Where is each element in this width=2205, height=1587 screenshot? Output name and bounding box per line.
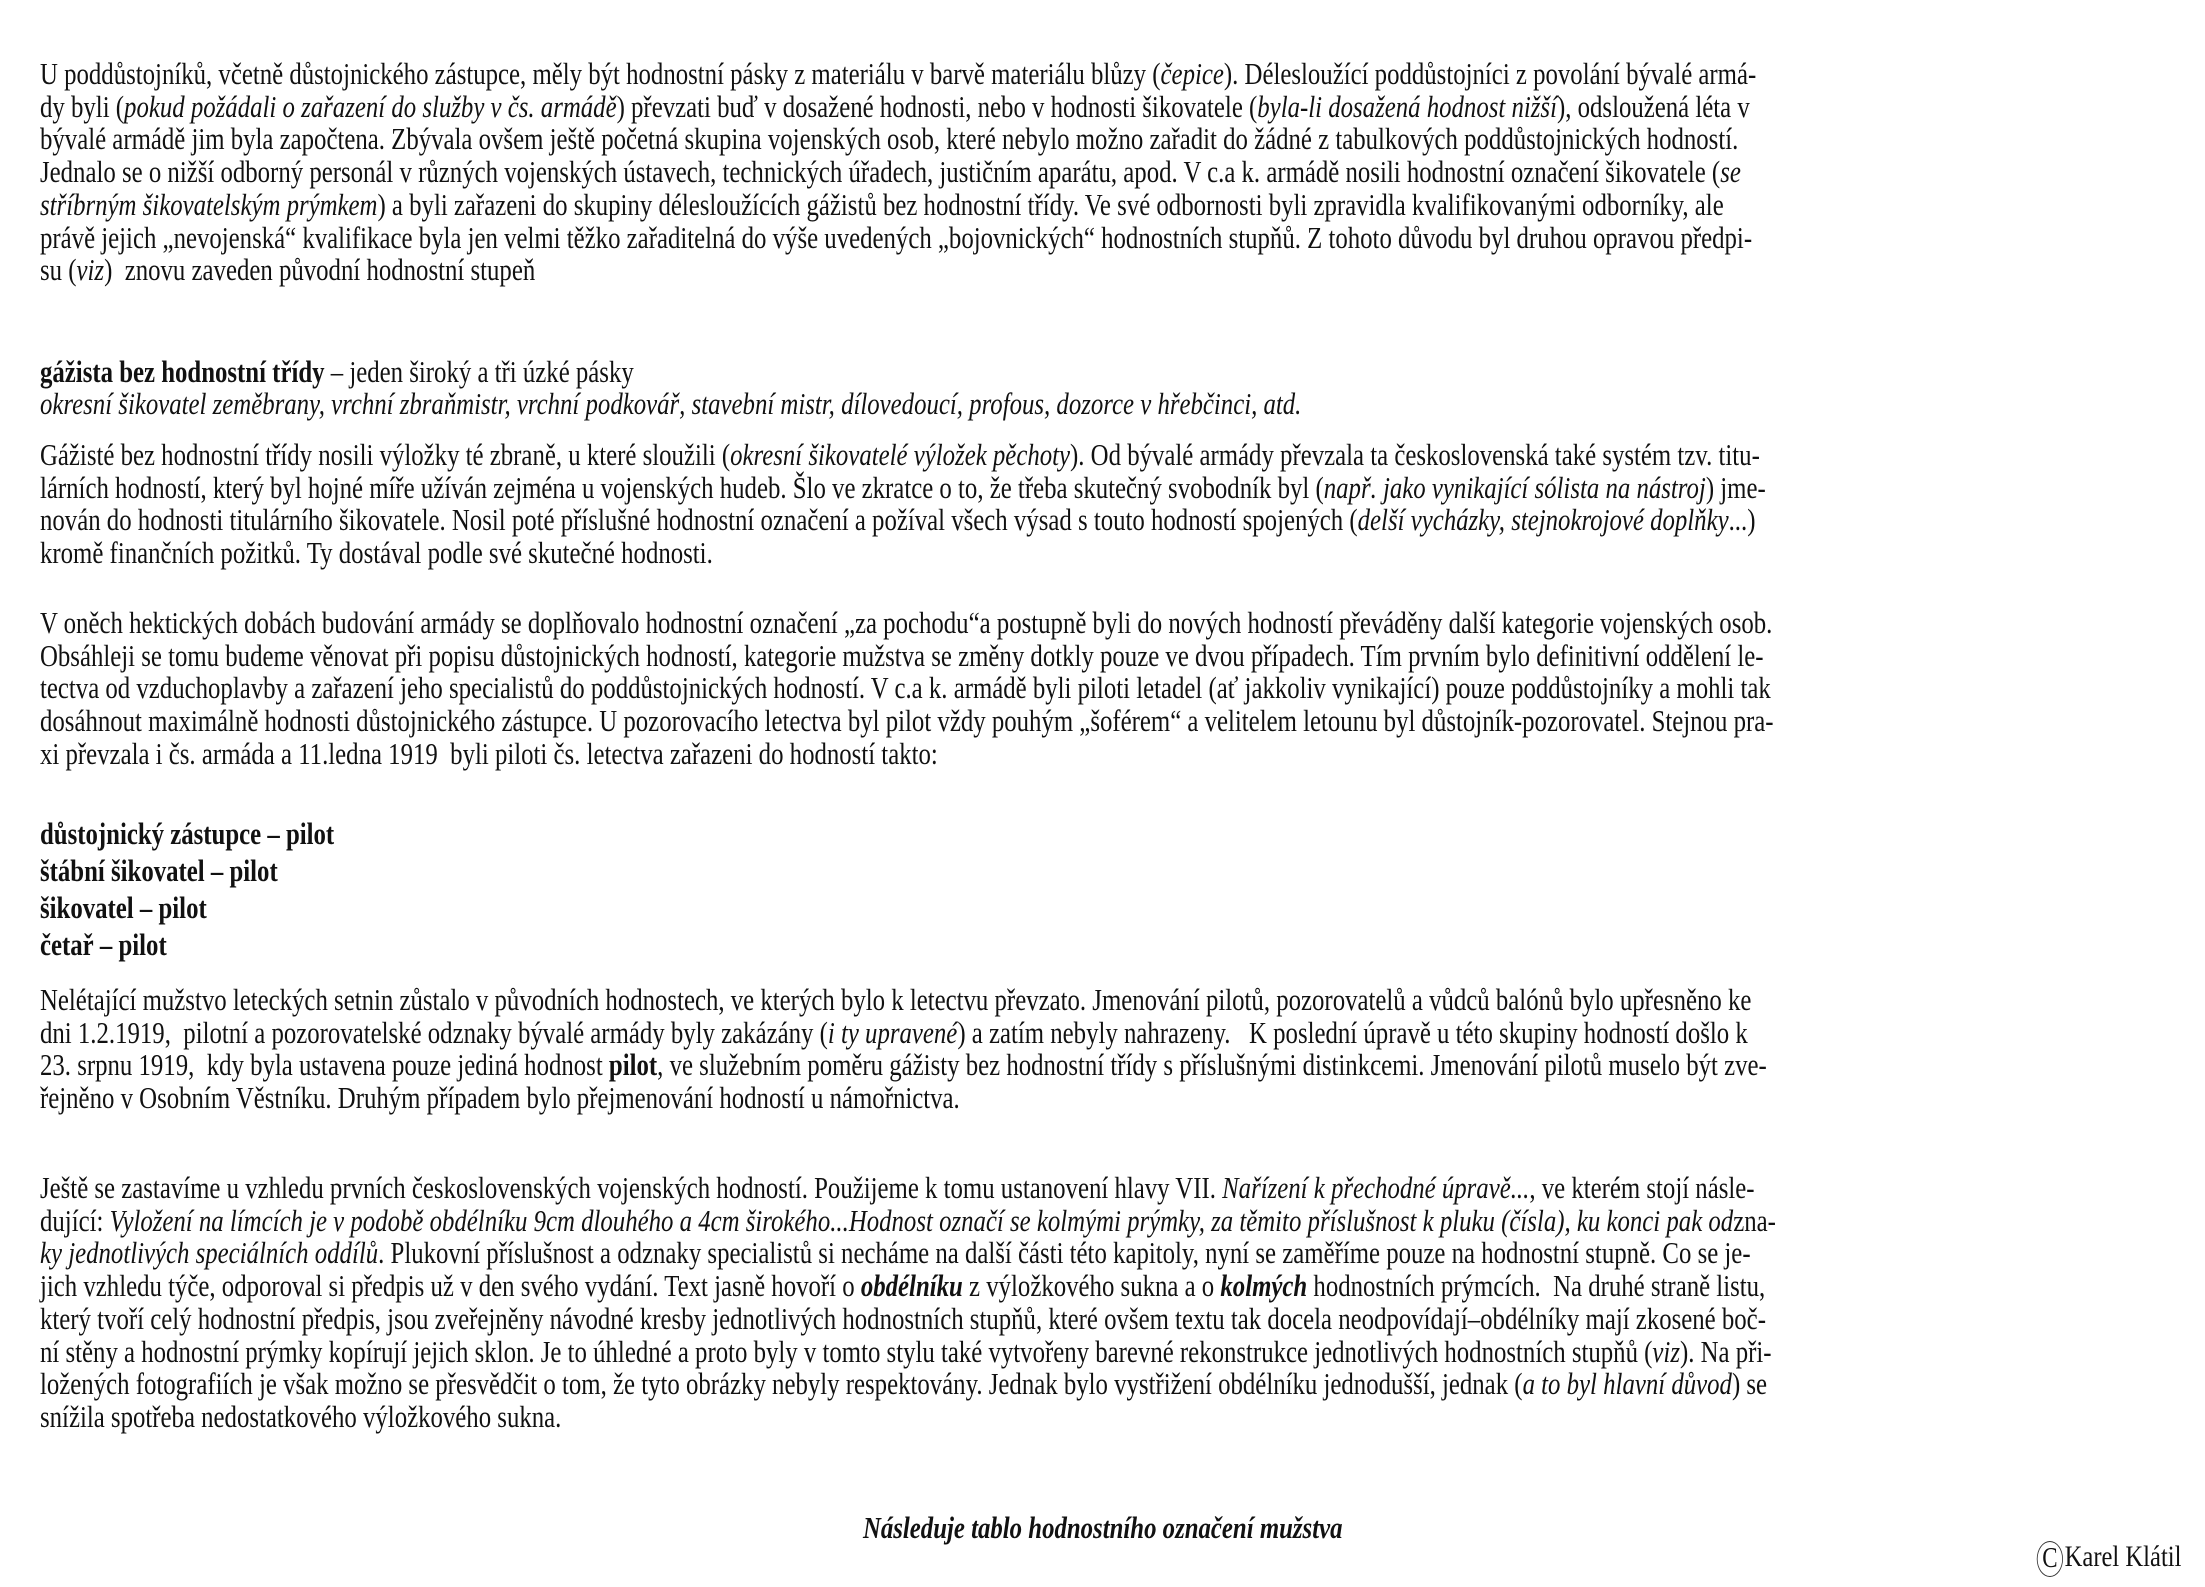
- text-line: Nelétající mužstvo leteckých setnin zůstalo v původních hodnostech, ve kterých bylo k letectvu převzato. Jmenování pilotů, pozorovatelů a vůdců balónů bylo upřesněno ke: [40, 982, 1752, 1017]
- italic-text: stříbrným šikovatelským prýmkem: [40, 187, 378, 222]
- italic-text: delší vycházky, stejnokrojové doplňky: [1357, 502, 1729, 537]
- text-line: Obsáhleji se tomu budeme věnovat při popisu důstojnických hodností, kategorie mužstva se změny dotkly pouze ve dvou případech. Tím prvním bylo definitivní oddělení le-: [40, 638, 1764, 673]
- text-line: xi převzala i čs. armáda a 11.ledna 1919 byli piloti čs. letectva zařazeni do hodností takto:: [40, 736, 938, 771]
- italic-text: Nařízení k přechodné úpravě...: [1222, 1170, 1530, 1205]
- text-line: ložených fotografiích je však možno se přesvědčit o tom, že tyto obrázky nebyly respektovány. Jednak bylo vystřižení obdélníku jednodušší, jednak (a to byl hlavní důvod) se: [40, 1366, 1768, 1401]
- text-line: nován do hodnosti titulárního šikovatele. Nosil poté příslušné hodnostní označení a požíval všech výsad s touto hodností spojených (delší vycházky, stejnokrojové doplňky...): [40, 502, 1756, 537]
- next-section-title-text: Následuje tablo hodnostního označení mužstva: [862, 1510, 1343, 1545]
- text-line: ní stěny a hodnostní prýmky kopírují jejich sklon. Je to úhledné a proto byly v tomto stylu také vytvořeny barevné rekonstrukce jednotlivých hodnostních stupňů (viz). Na při-: [40, 1334, 1772, 1369]
- pilot-rank-item: šikovatel – pilot: [40, 890, 207, 925]
- text-line: dni 1.2.1919, pilotní a pozorovatelské odznaky bývalé armády byly zakázány (i ty upravené) a zatím nebyly nahrazeny. K poslední úpravě u této skupiny hodností došlo k: [40, 1015, 1748, 1050]
- italic-text: čepice: [1160, 56, 1224, 91]
- italic-text: a to byl hlavní důvod: [1522, 1366, 1732, 1401]
- text-line: Gážisté bez hodnostní třídy nosili výložky té zbraně, u které sloužili (okresní šikovatelé výložek pěchoty). Od bývalé armády převzala ta československá také systém tzv. titu-: [40, 437, 1760, 472]
- copyright-icon: C: [2036, 1541, 2062, 1577]
- text-line: právě jejich „nevojenská“ kvalifikace byla jen velmi těžko zařaditelná do výše uvedených „bojovnických“ hodnostních stupňů. Z tohoto důvodu byl druhou opravou předpi-: [40, 220, 1753, 255]
- bold-text: pilot: [608, 1047, 658, 1082]
- italic-text: okresní šikovatelé výložek pěchoty: [730, 437, 1071, 472]
- italic-text: viz: [76, 252, 105, 287]
- text-line: dosáhnout maximálně hodnosti důstojnického zástupce. U pozorovacího letectva byl pilot vždy pouhým „šoférem“ a velitelem letounu byl důstojník-pozorovatel. Stejnou pra-: [40, 703, 1774, 738]
- text-line: U poddůstojníků, včetně důstojnického zástupce, měly být hodnostní pásky z materiálu v barvě materiálu blůzy (čepice). Délesloužící poddůstojníci z povolání bývalé armá-: [40, 56, 1757, 91]
- text-line: snížila spotřeba nedostatkového výložkového sukna.: [40, 1399, 562, 1434]
- bold-text: gážista bez hodnostní třídy: [40, 354, 325, 389]
- italic-text: např. jako vynikající sólista na nástroj: [1323, 470, 1706, 505]
- italic-text: viz: [1652, 1334, 1680, 1369]
- text-line: řejněno v Osobním Věstníku. Druhým případem bylo přejmenování hodností u námořnictva.: [40, 1080, 960, 1115]
- pilot-rank-item: štábní šikovatel – pilot: [40, 853, 278, 888]
- bold-italic-text: obdélníku: [860, 1268, 963, 1303]
- italic-text: byla-li dosažená hodnost nižší: [1257, 89, 1557, 124]
- next-section-title: [0, 1510, 2205, 1546]
- text-line: stříbrným šikovatelským prýmkem) a byli zařazeni do skupiny délesloužících gážistů bez hodnostní třídy. Ve své odbornosti byli zpravidla kvalifikovanými odborníky, ale: [40, 187, 1724, 222]
- pilot-rank-item: četař – pilot: [40, 927, 167, 962]
- text-line: Ještě se zastavíme u vzhledu prvních československých vojenských hodností. Použijeme k tomu ustanovení hlavy VII. Nařízení k přechodné úpravě..., ve kterém stojí násle-: [40, 1170, 1755, 1205]
- italic-text: i ty upravené: [827, 1015, 958, 1050]
- italic-text: okresní šikovatel zeměbrany, vrchní zbraňmistr, vrchní podkovář, stavební mistr, dílovedoucí, profous, dozorce v hřebčinci, atd.: [40, 386, 1302, 421]
- bold-italic-text: kolmých: [1220, 1268, 1308, 1303]
- author-name: Karel Klátil: [2064, 1540, 2181, 1573]
- text-line: [40, 388, 1301, 420]
- text-line: dující: Vyložení na límcích je v podobě obdélníku 9cm dlouhého a 4cm širokého...Hodnost označí se kolmými prýmky, za těmito příslušnost k pluku (čísla), ku konci pak odzna-: [40, 1203, 1776, 1238]
- text-line: ky jednotlivých speciálních oddílů. Plukovní příslušnost a odznaky specialistů si necháme na další části této kapitoly, nyní se zaměříme pouze na hodnostní stupně. Co se je-: [40, 1235, 1751, 1270]
- italic-text: Vyložení na límcích je v podobě obdélníku 9cm dlouhého a 4cm širokého...Hodnost označí se kolmými prýmky, za těmito příslušnost k pluku (čísla), ku konci pak od: [109, 1203, 1734, 1238]
- text-line: su (viz) znovu zaveden původní hodnostní stupeň: [40, 252, 536, 287]
- text-line: kromě finančních požitků. Ty dostával podle své skutečné hodnosti.: [40, 535, 713, 570]
- italic-text: ky jednotlivých speciálních oddílů: [40, 1235, 379, 1270]
- italic-text: pokud požádali o zařazení do služby v čs. armádě: [124, 89, 617, 124]
- text-line: který tvoří celý hodnostní předpis, jsou zveřejněny návodné kresby jednotlivých hodnostních stupňů, které ovšem textu tak docela neodpovídají–obdélníky mají zkosené boč-: [40, 1301, 1766, 1336]
- text-line: 23. srpnu 1919, kdy byla ustavena pouze jediná hodnost pilot, ve služebním poměru gážisty bez hodnostní třídy s příslušnými distinkcemi. Jmenování pilotů muselo být zve-: [40, 1047, 1767, 1082]
- text-line: lárních hodností, který byl hojné míře užíván zejména u vojenských hudeb. Šlo ve zkratce o to, že třeba skutečný svobodník byl (např. jako vynikající sólista na nástroj) jme-: [40, 470, 1766, 505]
- copyright-notice: [2036, 1540, 2181, 1577]
- text-line: bývalé armádě jim byla započtena. Zbývala ovšem ještě početná skupina vojenských osob, které nebylo možno zařadit do žádné z tabulkových poddůstojnických hodností.: [40, 121, 1739, 156]
- text-line: V oněch hektických dobách budování armády se doplňovalo hodnostní označení „za pochodu“a postupně byli do nových hodností převáděny další kategorie vojenských osob.: [40, 605, 1773, 640]
- text-line: tectva od vzduchoplavby a zařazení jeho specialistů do poddůstojnických hodností. V c.a k. armádě byli piloti letadel (ať jakkoliv vynikající) pouze poddůstojníky a mohli tak: [40, 670, 1771, 705]
- text-line: jich vzhledu týče, odporoval si předpis už v den svého vydání. Text jasně hovoří o obdélníku z výložkového sukna a o kolmých hodnostních prýmcích. Na druhé straně listu,: [40, 1268, 1766, 1303]
- text-line: Jednalo se o nižší odborný personál v různých vojenských ústavech, technických úřadech, justičním aparátu, apod. V c.a k. armádě nosili hodnostní označení šikovatele (se: [40, 154, 1741, 189]
- italic-text: se: [1720, 154, 1741, 189]
- text-line: dy byli (pokud požádali o zařazení do služby v čs. armádě) převzati buď v dosažené hodnosti, nebo v hodnosti šikovatele (byla-li dosažená hodnost nižší), odsloužená léta v: [40, 89, 1750, 124]
- pilot-rank-item: důstojnický zástupce – pilot: [40, 816, 335, 851]
- text-line: gážista bez hodnostní třídy – jeden široký a tři úzké pásky: [40, 354, 634, 389]
